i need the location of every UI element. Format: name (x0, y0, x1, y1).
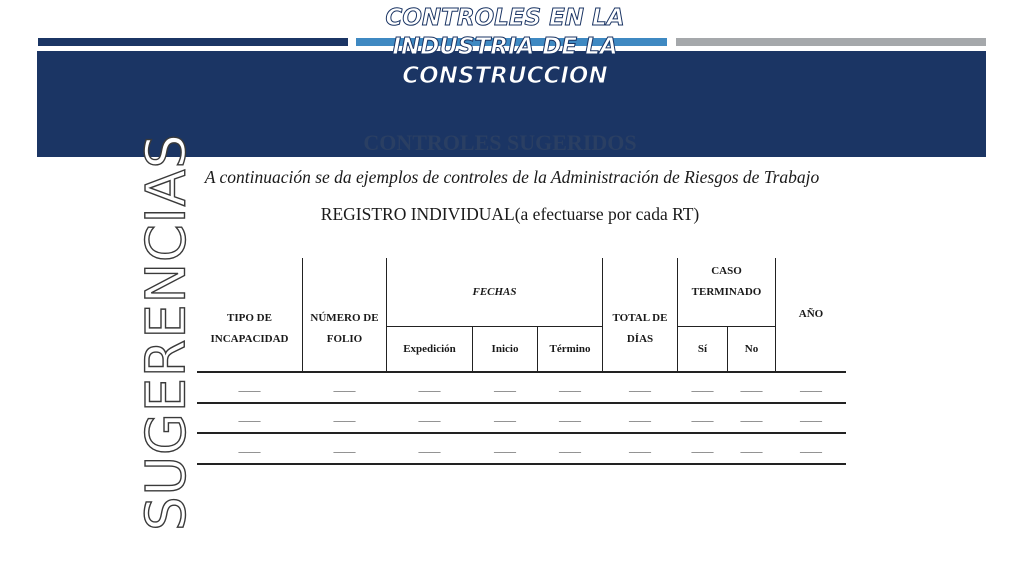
table-cell: ____ (691, 411, 714, 423)
header-expedicion: Expedición (403, 342, 456, 355)
table-cell: ____ (418, 441, 441, 454)
slide-title (340, 4, 670, 91)
table-cell: ____ (800, 441, 822, 454)
table-cell: ____ (691, 441, 714, 454)
table-cell: ____ (559, 411, 581, 423)
section-subtitle: CONTROLES SUGERIDOS (363, 130, 637, 155)
table-rule (197, 463, 846, 465)
table-cell: ____ (740, 441, 763, 454)
table-cell: ____ (238, 441, 261, 454)
slide-title-line-1: CONTROLES EN LA (385, 5, 625, 31)
table-cell: ____ (740, 380, 763, 393)
intro-text: A continuación se da ejemplos de controles de la Administración de Riesgos de Trabajo (204, 167, 820, 187)
table-cell: ____ (800, 380, 822, 393)
header-tipo-incapacidad: TIPO DE INCAPACIDAD (210, 311, 289, 345)
table-cell: ____ (740, 411, 763, 423)
table-cell: ____ (800, 411, 822, 423)
accent-bar-right (676, 38, 986, 46)
vertical-section-label: SUGERENCIAS (134, 133, 198, 531)
accent-bar-left (38, 38, 348, 46)
table-cell: ____ (333, 441, 356, 454)
header-total-dias: TOTAL DE DÍAS (612, 311, 668, 345)
slide-title-line-3: CONSTRUCCION (402, 63, 608, 89)
table-cell: ____ (418, 380, 441, 393)
table-cell: ____ (494, 441, 516, 454)
table-cell: ____ (629, 380, 651, 393)
table-cell: ____ (238, 411, 261, 423)
register-table (197, 256, 846, 468)
slide-title-line-2: INDUSTRIA DE LA (392, 34, 618, 60)
header-fechas: FECHAS (472, 285, 517, 298)
table-cell: ____ (494, 411, 516, 423)
header-no: No (744, 342, 759, 355)
header-anio: AÑO (798, 308, 824, 320)
header-numero-folio: NÚMERO DE FOLIO (310, 311, 379, 345)
table-cell: ____ (691, 380, 714, 393)
table-cell: ____ (238, 380, 261, 393)
header-caso-terminado: CASO TERMINADO (691, 265, 762, 298)
table-cell: ____ (629, 411, 651, 423)
table-cell: ____ (629, 441, 651, 454)
table-cell: ____ (559, 380, 581, 393)
table-cell: ____ (418, 411, 441, 423)
header-inicio: Inicio (491, 342, 519, 355)
table-cell: ____ (333, 411, 356, 423)
table-cell: ____ (494, 380, 516, 393)
table-cell: ____ (559, 441, 581, 454)
header-si: Sí (697, 342, 708, 355)
table-cell: ____ (333, 380, 356, 393)
header-termino: Término (549, 342, 591, 355)
record-title: REGISTRO INDIVIDUAL(a efectuarse por cada RT) (320, 204, 700, 224)
